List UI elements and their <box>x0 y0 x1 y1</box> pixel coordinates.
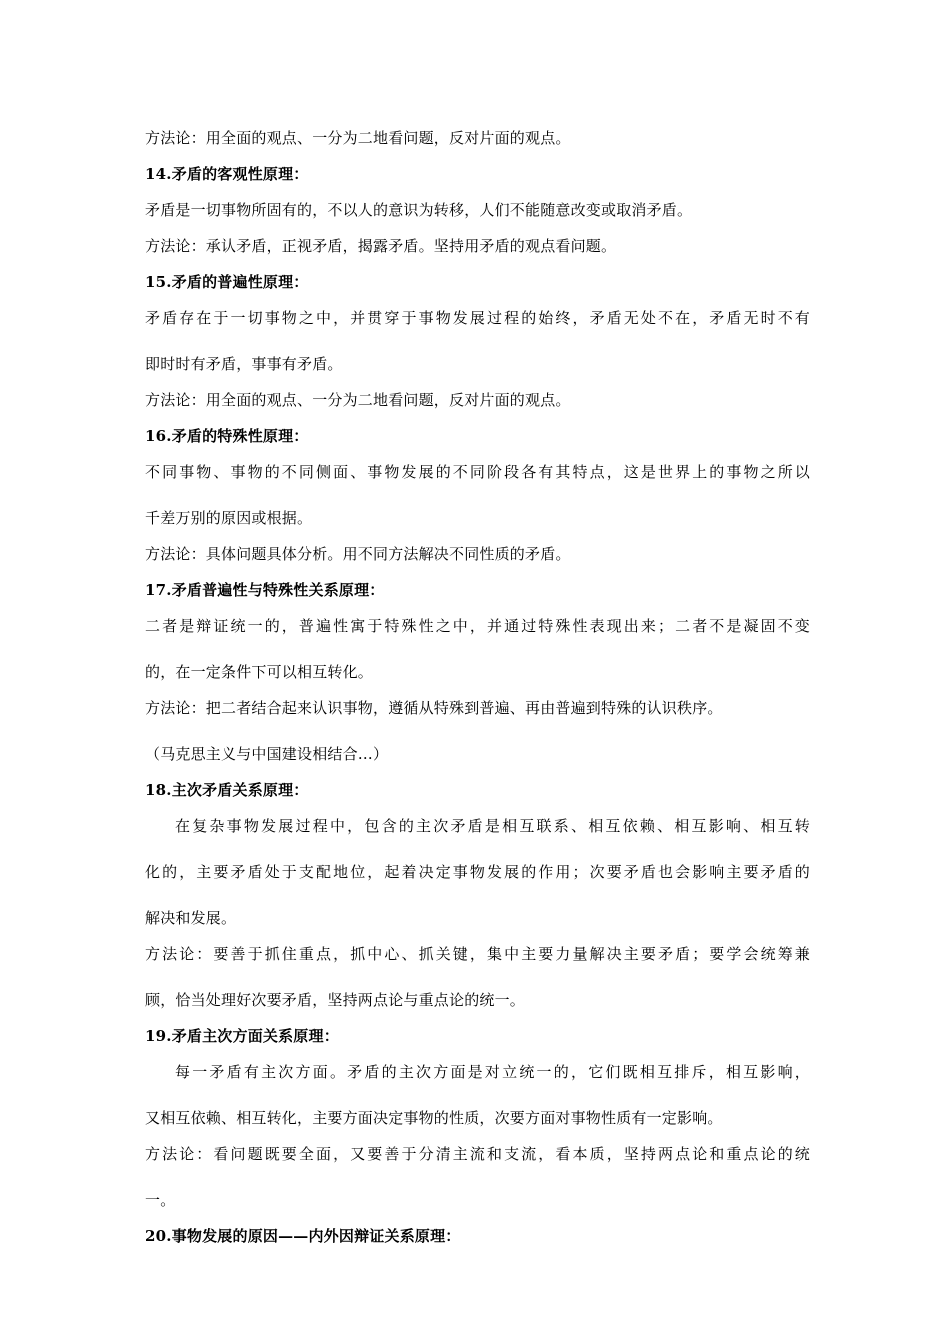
methodology-line: 方法论：承认矛盾，正视矛盾，揭露矛盾。坚持用矛盾的观点看问题。 <box>145 237 617 255</box>
section-heading-18: 18.主次矛盾关系原理： <box>145 781 309 799</box>
paragraph-line: 解决和发展。 <box>145 909 237 927</box>
paragraph-line: 千差万别的原因或根据。 <box>145 509 313 527</box>
section-heading-17: 17.矛盾普遍性与特殊性关系原理： <box>145 581 385 599</box>
section-heading-20: 20.事物发展的原因——内外因辩证关系原理： <box>145 1227 461 1245</box>
note-line: （马克思主义与中国建设相结合…） <box>145 745 389 763</box>
paragraph-line: 又相互依赖、相互转化，主要方面决定事物的性质，次要方面对事物性质有一定影响。 <box>145 1109 723 1127</box>
paragraph-line: 矛盾存在于一切事物之中，并贯穿于事物发展过程的始终，矛盾无处不在，矛盾无时不有 <box>145 309 810 327</box>
methodology-line: 一。 <box>145 1191 176 1209</box>
paragraph-line: 每一矛盾有主次方面。矛盾的主次方面是对立统一的，它们既相互排斥，相互影响， <box>175 1063 810 1081</box>
paragraph-line: 在复杂事物发展过程中，包含的主次矛盾是相互联系、相互依赖、相互影响、相互转 <box>175 817 810 835</box>
paragraph-line: 化的，主要矛盾处于支配地位，起着决定事物发展的作用；次要矛盾也会影响主要矛盾的 <box>145 863 810 881</box>
methodology-line: 方法论：看问题既要全面，又要善于分清主流和支流，看本质，坚持两点论和重点论的统 <box>145 1145 810 1163</box>
methodology-line: 顾，恰当处理好次要矛盾，坚持两点论与重点论的统一。 <box>145 991 526 1009</box>
section-heading-19: 19.矛盾主次方面关系原理： <box>145 1027 339 1045</box>
methodology-line: 方法论：具体问题具体分析。用不同方法解决不同性质的矛盾。 <box>145 545 571 563</box>
paragraph-line: 即时时有矛盾，事事有矛盾。 <box>145 355 343 373</box>
methodology-line: 方法论：用全面的观点、一分为二地看问题，反对片面的观点。 <box>145 391 571 409</box>
section-heading-15: 15.矛盾的普遍性原理： <box>145 273 309 291</box>
document-page <box>145 120 810 1254</box>
paragraph-line: 的，在一定条件下可以相互转化。 <box>145 663 374 681</box>
section-heading-16: 16.矛盾的特殊性原理： <box>145 427 309 445</box>
paragraph-line: 矛盾是一切事物所固有的，不以人的意识为转移，人们不能随意改变或取消矛盾。 <box>145 201 693 219</box>
methodology-line: 方法论：把二者结合起来认识事物，遵循从特殊到普遍、再由普遍到特殊的认识秩序。 <box>145 699 723 717</box>
section-heading-14: 14.矛盾的客观性原理： <box>145 165 309 183</box>
methodology-line: 方法论：用全面的观点、一分为二地看问题，反对片面的观点。 <box>145 129 571 147</box>
methodology-line: 方法论：要善于抓住重点，抓中心、抓关键，集中主要力量解决主要矛盾；要学会统筹兼 <box>145 945 810 963</box>
paragraph-line: 二者是辩证统一的，普遍性寓于特殊性之中，并通过特殊性表现出来；二者不是凝固不变 <box>145 617 810 635</box>
paragraph-line: 不同事物、事物的不同侧面、事物发展的不同阶段各有其特点，这是世界上的事物之所以 <box>145 463 810 481</box>
